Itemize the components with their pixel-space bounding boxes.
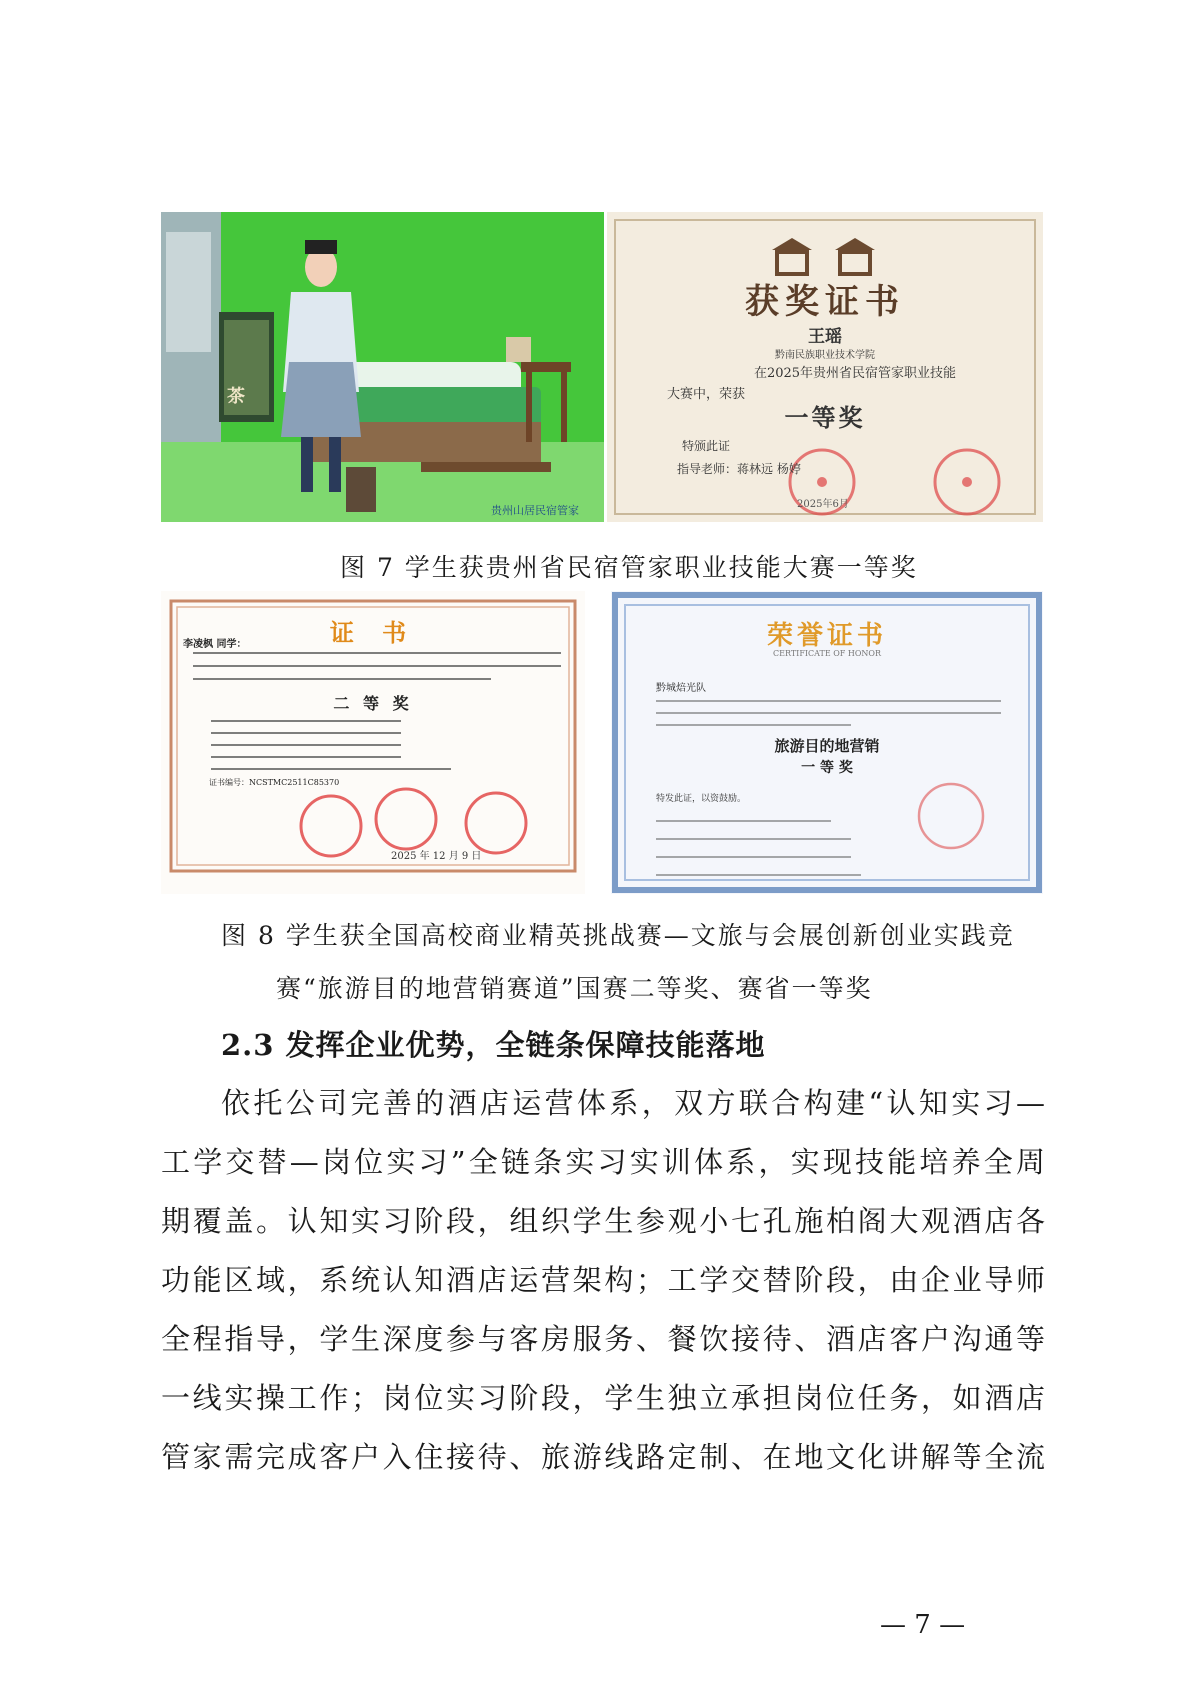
figure8-caption-line1: 图 8 学生获全国高校商业精英挑战赛—文旅与会展创新创业实践竞: [221, 921, 1015, 950]
cert-right-special: 特发此证，以资鼓励。: [656, 794, 747, 804]
cert-right-team: 黔城焙光队: [656, 683, 706, 694]
cert-left-number: 证书编号：NCSTMC2511C85370: [209, 778, 340, 787]
brand-logo-text: 贵州山居民宿管家: [491, 504, 579, 517]
cert-right-subtitle: CERTIFICATE OF HONOR: [773, 649, 881, 658]
certificate-school: 黔南民族职业技术学院: [775, 350, 875, 361]
certificate-date: 2025年6月: [797, 499, 849, 510]
paragraph-line: 依托公司完善的酒店运营体系，双方联合构建“认知实习—: [221, 1086, 1046, 1120]
student-photo: [161, 212, 604, 522]
figure8-caption-line2: 赛“旅游目的地营销赛道”国赛二等奖、赛省一等奖: [276, 974, 873, 1003]
cert-right-title: 荣誉证书: [766, 621, 887, 651]
cert-left-award: 二 等 奖: [333, 694, 413, 713]
figure7-caption: 图 7 学生获贵州省民宿管家职业技能大赛一等奖: [340, 553, 918, 582]
section-heading: 2.3 发挥企业优势，全链条保障技能落地: [221, 1028, 766, 1062]
paragraph-line: 期覆盖。认知实习阶段，组织学生参观小七孔施柏阁大观酒店各: [161, 1204, 1046, 1238]
cert-left-greeting: 李凌枫 同学：: [183, 639, 247, 650]
certificate-title: 获奖证书: [745, 282, 905, 322]
paragraph-line: 全程指导，学生深度参与客房服务、餐饮接待、酒店客户沟通等: [161, 1322, 1046, 1356]
poster-text: 茶: [227, 386, 245, 407]
cert-right-award: 一 等 奖: [801, 760, 853, 776]
certificate-special: 特颁此证: [682, 439, 731, 453]
award-certificate-provincial: [607, 212, 1043, 522]
paragraph-line: 工学交替—岗位实习”全链条实习实训体系，实现技能培养全周: [161, 1145, 1046, 1179]
cert-right-track: 旅游目的地营销: [774, 737, 880, 755]
paragraph-line: 功能区域，系统认知酒店运营架构；工学交替阶段，由企业导师: [161, 1263, 1046, 1297]
certificate-national-second-prize: [161, 591, 585, 894]
certificate-name: 王瑶: [808, 327, 842, 347]
page-number: — 7 —: [880, 1610, 966, 1640]
cert-left-title: 证 书: [329, 618, 417, 647]
certificate-award: 一等奖: [784, 403, 866, 432]
certificate-line1: 在2025年贵州省民宿管家职业技能: [753, 366, 957, 381]
certificate-line2: 大赛中，荣获: [667, 387, 746, 402]
cert-left-date: 2025 年 12 月 9 日: [391, 851, 482, 862]
certificate-provincial-first-prize: [611, 591, 1043, 894]
paragraph-line: 管家需完成客户入住接待、旅游线路定制、在地文化讲解等全流: [161, 1440, 1046, 1474]
paragraph-line: 一线实操工作；岗位实习阶段，学生独立承担岗位任务，如酒店: [161, 1381, 1046, 1415]
certificate-advisors: 指导老师：蒋林远 杨婷: [677, 462, 801, 476]
